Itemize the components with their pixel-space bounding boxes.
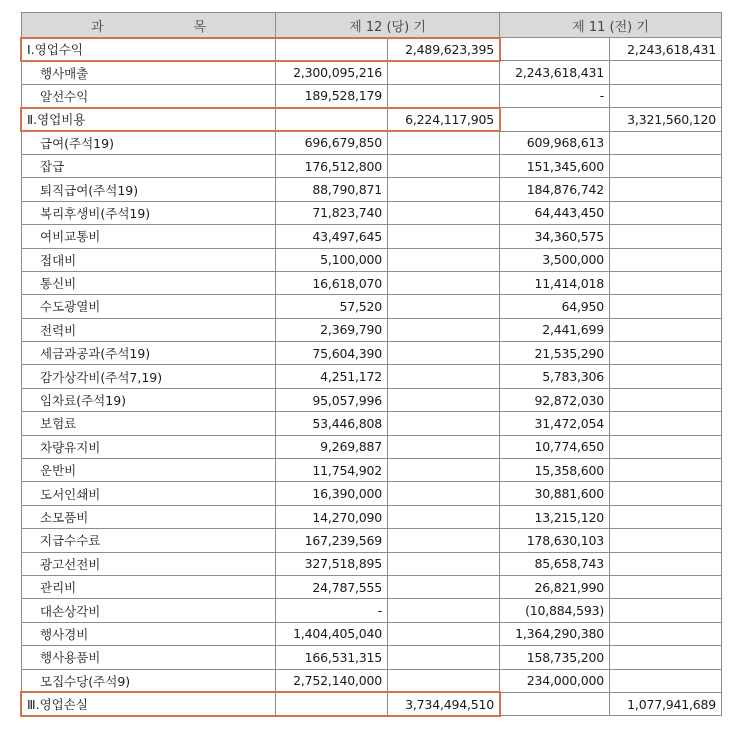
prior-total-cell <box>610 271 722 294</box>
account-name: 통신비 <box>22 271 276 294</box>
table-row <box>22 271 722 294</box>
prior-total-cell: 2,243,618,431 <box>610 38 722 61</box>
cur-total-cell <box>388 365 500 388</box>
prior-detail-cell: 609,968,613 <box>500 131 610 154</box>
account-name: 잡급 <box>22 154 276 177</box>
prior-detail-cell: - <box>500 84 610 107</box>
table-row <box>22 622 722 645</box>
account-name: 행사경비 <box>22 622 276 645</box>
prior-detail-cell: 64,950 <box>500 295 610 318</box>
account-name: 세금과공과(주석19) <box>22 342 276 365</box>
cur-detail-cell: 57,520 <box>276 295 388 318</box>
prior-total-cell <box>610 365 722 388</box>
prior-detail-cell: 158,735,200 <box>500 646 610 669</box>
table-row <box>22 225 722 248</box>
prior-detail-cell: 92,872,030 <box>500 388 610 411</box>
section-row <box>22 38 722 61</box>
prior-total-cell <box>610 318 722 341</box>
account-name: Ⅰ.영업수익 <box>22 38 276 61</box>
cur-total-cell <box>388 178 500 201</box>
cur-total-cell <box>388 459 500 482</box>
prior-total-cell <box>610 248 722 271</box>
prior-total-cell <box>610 459 722 482</box>
cur-detail-cell: 166,531,315 <box>276 646 388 669</box>
account-name: 감가상각비(주석7,19) <box>22 365 276 388</box>
account-name: 알선수익 <box>22 84 276 107</box>
prior-total-cell <box>610 575 722 598</box>
cur-detail-cell <box>276 692 388 715</box>
cur-detail-cell: 14,270,090 <box>276 505 388 528</box>
cur-detail-cell: 189,528,179 <box>276 84 388 107</box>
prior-detail-cell: 13,215,120 <box>500 505 610 528</box>
header-item-char-2: 목 <box>193 19 206 35</box>
prior-total-cell <box>610 552 722 575</box>
prior-total-cell <box>610 482 722 505</box>
prior-total-cell <box>610 342 722 365</box>
prior-detail-cell: 10,774,650 <box>500 435 610 458</box>
cur-total-cell <box>388 131 500 154</box>
section-row <box>22 108 722 131</box>
account-name: Ⅱ.영업비용 <box>22 108 276 131</box>
cur-detail-cell: 75,604,390 <box>276 342 388 365</box>
cur-total-cell <box>388 248 500 271</box>
table-body <box>22 38 722 716</box>
cur-total-cell <box>388 552 500 575</box>
table-row <box>22 318 722 341</box>
prior-detail-cell: 234,000,000 <box>500 669 610 692</box>
prior-detail-cell: 64,443,450 <box>500 201 610 224</box>
account-name: 소모품비 <box>22 505 276 528</box>
prior-detail-cell <box>500 692 610 715</box>
table-row <box>22 248 722 271</box>
cur-total-cell <box>388 575 500 598</box>
cur-detail-cell: 2,752,140,000 <box>276 669 388 692</box>
prior-total-cell <box>610 529 722 552</box>
cur-total-cell <box>388 529 500 552</box>
account-name: 행사용품비 <box>22 646 276 669</box>
prior-detail-cell: 1,364,290,380 <box>500 622 610 645</box>
account-name: 광고선전비 <box>22 552 276 575</box>
income-statement-table <box>21 12 722 716</box>
account-name: 급여(주석19) <box>22 131 276 154</box>
table-row <box>22 201 722 224</box>
account-name: 보험료 <box>22 412 276 435</box>
cur-total-cell <box>388 61 500 84</box>
prior-total-cell <box>610 622 722 645</box>
cur-detail-cell: 88,790,871 <box>276 178 388 201</box>
account-name: 관리비 <box>22 575 276 598</box>
table-row <box>22 131 722 154</box>
prior-total-cell <box>610 646 722 669</box>
prior-total-cell <box>610 435 722 458</box>
prior-detail-cell: 31,472,054 <box>500 412 610 435</box>
prior-total-cell <box>610 201 722 224</box>
header-item <box>22 13 276 38</box>
account-name: 대손상각비 <box>22 599 276 622</box>
table-row <box>22 412 722 435</box>
table-row <box>22 84 722 107</box>
prior-detail-cell: (10,884,593) <box>500 599 610 622</box>
cur-total-cell <box>388 435 500 458</box>
cur-detail-cell: 4,251,172 <box>276 365 388 388</box>
prior-total-cell <box>610 599 722 622</box>
account-name: 여비교통비 <box>22 225 276 248</box>
table-row <box>22 482 722 505</box>
account-name: 복리후생비(주석19) <box>22 201 276 224</box>
cur-total-cell: 2,489,623,395 <box>388 38 500 61</box>
table-row <box>22 552 722 575</box>
cur-total-cell <box>388 154 500 177</box>
account-name: 수도광열비 <box>22 295 276 318</box>
table-row <box>22 646 722 669</box>
cur-detail-cell <box>276 108 388 131</box>
prior-total-cell <box>610 669 722 692</box>
cur-total-cell <box>388 599 500 622</box>
prior-detail-cell: 5,783,306 <box>500 365 610 388</box>
cur-total-cell <box>388 225 500 248</box>
prior-total-cell <box>610 295 722 318</box>
cur-detail-cell: 43,497,645 <box>276 225 388 248</box>
cur-detail-cell: 9,269,887 <box>276 435 388 458</box>
account-name: 모집수당(주석9) <box>22 669 276 692</box>
table-row <box>22 459 722 482</box>
account-name: 차량유지비 <box>22 435 276 458</box>
table-row <box>22 388 722 411</box>
cur-detail-cell: 71,823,740 <box>276 201 388 224</box>
cur-detail-cell: 16,618,070 <box>276 271 388 294</box>
account-name: 임차료(주석19) <box>22 388 276 411</box>
cur-detail-cell: 2,300,095,216 <box>276 61 388 84</box>
cur-total-cell <box>388 271 500 294</box>
prior-total-cell <box>610 388 722 411</box>
account-name: 전력비 <box>22 318 276 341</box>
prior-detail-cell: 21,535,290 <box>500 342 610 365</box>
table-row <box>22 342 722 365</box>
header-item-char-1: 과 <box>91 19 104 35</box>
prior-detail-cell: 2,243,618,431 <box>500 61 610 84</box>
prior-total-cell <box>610 178 722 201</box>
table-header-row <box>22 13 722 38</box>
prior-detail-cell: 3,500,000 <box>500 248 610 271</box>
cur-total-cell <box>388 482 500 505</box>
cur-detail-cell: - <box>276 599 388 622</box>
table-row <box>22 669 722 692</box>
table-row <box>22 178 722 201</box>
prior-detail-cell: 178,630,103 <box>500 529 610 552</box>
prior-detail-cell: 2,441,699 <box>500 318 610 341</box>
account-name: Ⅲ.영업손실 <box>22 692 276 715</box>
table-row <box>22 365 722 388</box>
prior-total-cell <box>610 84 722 107</box>
cur-total-cell <box>388 412 500 435</box>
prior-total-cell <box>610 225 722 248</box>
cur-total-cell <box>388 201 500 224</box>
prior-total-cell: 1,077,941,689 <box>610 692 722 715</box>
section-row <box>22 692 722 715</box>
prior-detail-cell: 26,821,990 <box>500 575 610 598</box>
table-row <box>22 575 722 598</box>
account-name: 운반비 <box>22 459 276 482</box>
prior-total-cell <box>610 61 722 84</box>
prior-total-cell: 3,321,560,120 <box>610 108 722 131</box>
prior-total-cell <box>610 505 722 528</box>
cur-detail-cell: 167,239,569 <box>276 529 388 552</box>
header-prior-period: 제 11 (전) 기 <box>500 13 722 38</box>
account-name: 도서인쇄비 <box>22 482 276 505</box>
table-row <box>22 599 722 622</box>
account-name: 행사매출 <box>22 61 276 84</box>
table-row <box>22 435 722 458</box>
prior-detail-cell: 34,360,575 <box>500 225 610 248</box>
cur-detail-cell: 327,518,895 <box>276 552 388 575</box>
cur-detail-cell: 5,100,000 <box>276 248 388 271</box>
cur-total-cell: 3,734,494,510 <box>388 692 500 715</box>
cur-detail-cell <box>276 38 388 61</box>
account-name: 퇴직급여(주석19) <box>22 178 276 201</box>
table-row <box>22 295 722 318</box>
cur-detail-cell: 2,369,790 <box>276 318 388 341</box>
table-row <box>22 505 722 528</box>
prior-detail-cell: 85,658,743 <box>500 552 610 575</box>
prior-total-cell <box>610 131 722 154</box>
prior-detail-cell: 184,876,742 <box>500 178 610 201</box>
table-row <box>22 61 722 84</box>
prior-detail-cell: 151,345,600 <box>500 154 610 177</box>
prior-total-cell <box>610 412 722 435</box>
cur-total-cell <box>388 84 500 107</box>
cur-total-cell <box>388 646 500 669</box>
cur-detail-cell: 176,512,800 <box>276 154 388 177</box>
prior-detail-cell: 30,881,600 <box>500 482 610 505</box>
account-name: 접대비 <box>22 248 276 271</box>
cur-total-cell <box>388 342 500 365</box>
prior-detail-cell: 11,414,018 <box>500 271 610 294</box>
cur-detail-cell: 53,446,808 <box>276 412 388 435</box>
cur-detail-cell: 696,679,850 <box>276 131 388 154</box>
cur-total-cell <box>388 669 500 692</box>
cur-total-cell: 6,224,117,905 <box>388 108 500 131</box>
table-row <box>22 154 722 177</box>
cur-total-cell <box>388 295 500 318</box>
account-name: 지급수수료 <box>22 529 276 552</box>
prior-detail-cell: 15,358,600 <box>500 459 610 482</box>
cur-total-cell <box>388 388 500 411</box>
cur-detail-cell: 95,057,996 <box>276 388 388 411</box>
cur-total-cell <box>388 622 500 645</box>
cur-detail-cell: 16,390,000 <box>276 482 388 505</box>
prior-detail-cell <box>500 38 610 61</box>
cur-total-cell <box>388 505 500 528</box>
cur-detail-cell: 1,404,405,040 <box>276 622 388 645</box>
prior-detail-cell <box>500 108 610 131</box>
prior-total-cell <box>610 154 722 177</box>
header-current-period: 제 12 (당) 기 <box>276 13 500 38</box>
cur-detail-cell: 11,754,902 <box>276 459 388 482</box>
table-row <box>22 529 722 552</box>
cur-total-cell <box>388 318 500 341</box>
cur-detail-cell: 24,787,555 <box>276 575 388 598</box>
